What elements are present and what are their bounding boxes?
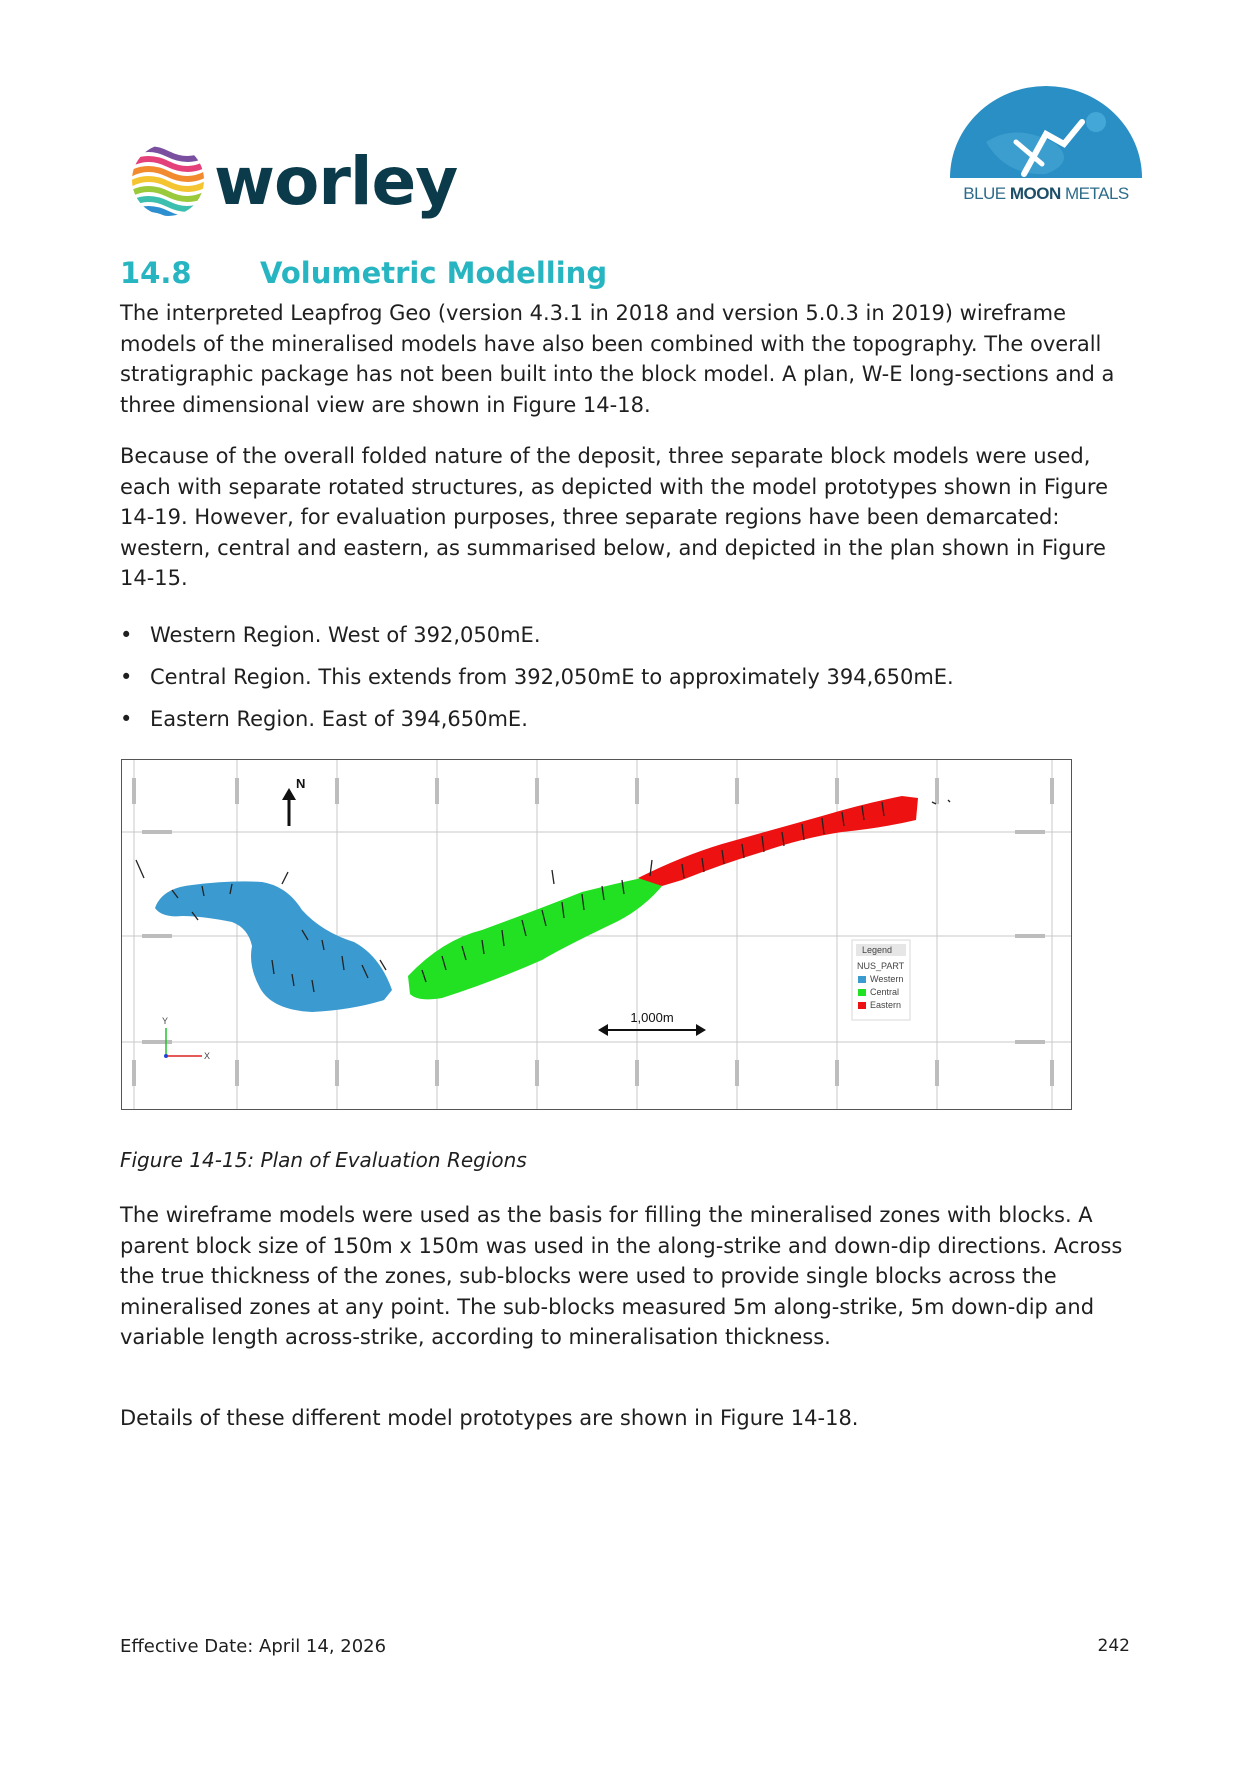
axis-x-label: X: [204, 1051, 211, 1061]
plan-map: [122, 760, 1071, 1109]
legend-swatch-central: [858, 989, 866, 996]
bluemoon-logo: [946, 82, 1146, 212]
bullet-icon: •: [120, 623, 133, 647]
western-region: [155, 881, 392, 1012]
evaluation-regions-plan: [121, 759, 1072, 1110]
bluemoon-wordmark: BLUE MOON METALS: [963, 184, 1129, 203]
legend-label-western: Western: [870, 974, 904, 984]
worley-wordmark: worley: [214, 143, 458, 220]
paragraph-intro: The interpreted Leapfrog Geo (version 4.3.1 in 2018 and version 5.0.3 in 2019) wireframe models of the mineralised models have also been combined with the topography. The overall stratigraphic package has not been built into the block model. A plan, W-E long-sections and a three dimensional view are shown in Figure 14-18.: [120, 301, 1115, 417]
region-list: [120, 620, 1120, 746]
scale-bar: [598, 1010, 706, 1036]
paragraph-blocks: The wireframe models were used as the basis for filling the mineralised zones with blocks. A parent block size of 150m x 150m was used in the along-strike and down-dip directions. Across the true thickness of the zones, sub-blocks were used to provide single blocks across the mineralised zones at any point. The sub-blocks measured 5m along-strike, 5m down-dip and variable length across-strike, according to mineralisation thickness.: [120, 1203, 1123, 1349]
legend-swatch-western: [858, 976, 866, 983]
north-label: N: [296, 776, 306, 791]
section-heading: [120, 256, 607, 290]
axis-triad-icon: [162, 1016, 210, 1061]
eastern-region: [638, 796, 918, 886]
axis-y-label: Y: [162, 1016, 169, 1026]
north-arrow-icon: [282, 776, 305, 826]
worley-swirl-icon: [128, 140, 208, 220]
bullet-icon: •: [120, 665, 133, 689]
list-item: • Eastern Region. East of 394,650mE.: [120, 704, 1120, 734]
paragraph-regions: Because of the overall folded nature of the deposit, three separate block models were used, each with separate rotated structures, as depicted with the model prototypes shown in Figure 14-19. However, for evaluation purposes, three separate regions have been demarcated: western, central and eastern, as summarised below, and depicted in the plan shown in Figure 14-15.: [120, 444, 1109, 590]
moon-icon: [946, 82, 1146, 182]
list-item: • Central Region. This extends from 392,050mE to approximately 394,650mE.: [120, 662, 1120, 692]
legend-field: NUS_PART: [857, 961, 905, 971]
figure-caption: Figure 14-15: Plan of Evaluation Regions: [120, 1148, 527, 1172]
section-number: 14.8: [120, 256, 192, 290]
effective-date: Effective Date: April 14, 2026: [120, 1636, 387, 1657]
central-region: [408, 878, 662, 999]
legend-label-eastern: Eastern: [870, 1000, 902, 1010]
list-item: • Western Region. West of 392,050mE.: [120, 620, 1120, 650]
legend-title: Legend: [862, 945, 893, 955]
section-title: Volumetric Modelling: [260, 256, 608, 290]
legend-swatch-eastern: [858, 1002, 866, 1009]
bullet-icon: •: [120, 707, 133, 731]
worley-logo: [128, 140, 468, 224]
page-number: 242: [1097, 1636, 1130, 1656]
map-legend: [852, 940, 910, 1020]
legend-label-central: Central: [870, 987, 900, 997]
paragraph-details: Details of these different model prototypes are shown in Figure 14-18.: [120, 1406, 859, 1430]
scale-label: 1,000m: [630, 1010, 674, 1025]
